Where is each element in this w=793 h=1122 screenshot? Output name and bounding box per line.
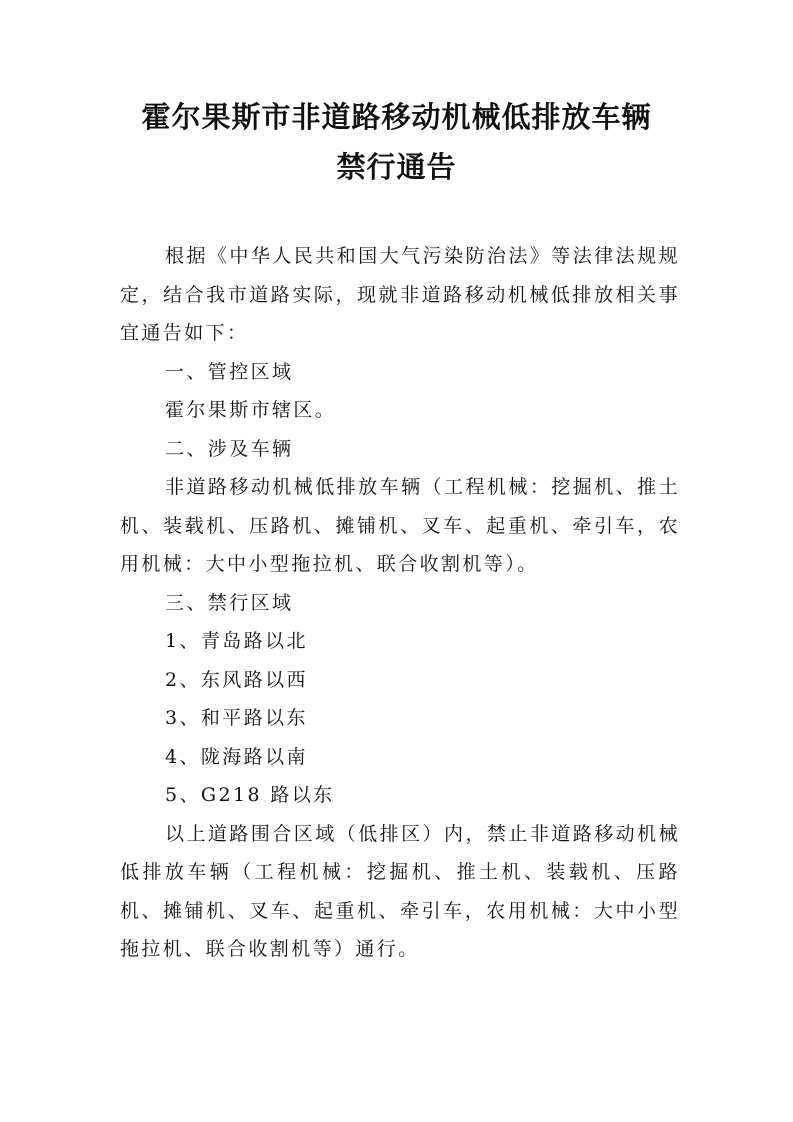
restricted-area-item: 1、青岛路以北 [165, 630, 308, 652]
restricted-area-item: 3、和平路以东 [165, 707, 308, 729]
vehicles-text: 非道路移动机械低排放车辆（工程机械：挖掘机、推土机、装载机、压路机、摊铺机、叉车、起重机、牵引车，农用机械：大中小型拖拉机、联合收割机等）。 [120, 476, 680, 575]
control-area-text: 霍尔果斯市辖区。 [165, 399, 337, 421]
prohibition-paragraph: 以上道路围合区域（低排区）内，禁止非道路移动机械低排放车辆（工程机械：挖掘机、推土机、装载机、压路机、摊铺机、叉车、起重机、牵引车，农用机械：大中小型拖拉机、联合收割机等）通行。 [120, 822, 680, 960]
restricted-area-item: 5、G218 路以东 [165, 784, 335, 806]
restricted-area-item: 4、陇海路以南 [165, 745, 308, 768]
restricted-area-item: 2、东风路以西 [165, 668, 308, 691]
section-heading-vehicles: 二、涉及车辆 [165, 437, 294, 460]
section-heading-control-area: 一、管控区域 [165, 360, 294, 383]
document-title-line-1: 霍尔果斯市非道路移动机械低排放车辆 [141, 100, 652, 134]
document-body [120, 237, 680, 969]
intro-paragraph: 根据《中华人民共和国大气污染防治法》等法律法规规定，结合我市道路实际，现就非道路移动机械低排放相关事宜通告如下： [120, 245, 680, 344]
document-title-line-2: 禁行通告 [336, 150, 457, 184]
section-heading-restricted-area: 三、禁行区域 [165, 591, 294, 614]
